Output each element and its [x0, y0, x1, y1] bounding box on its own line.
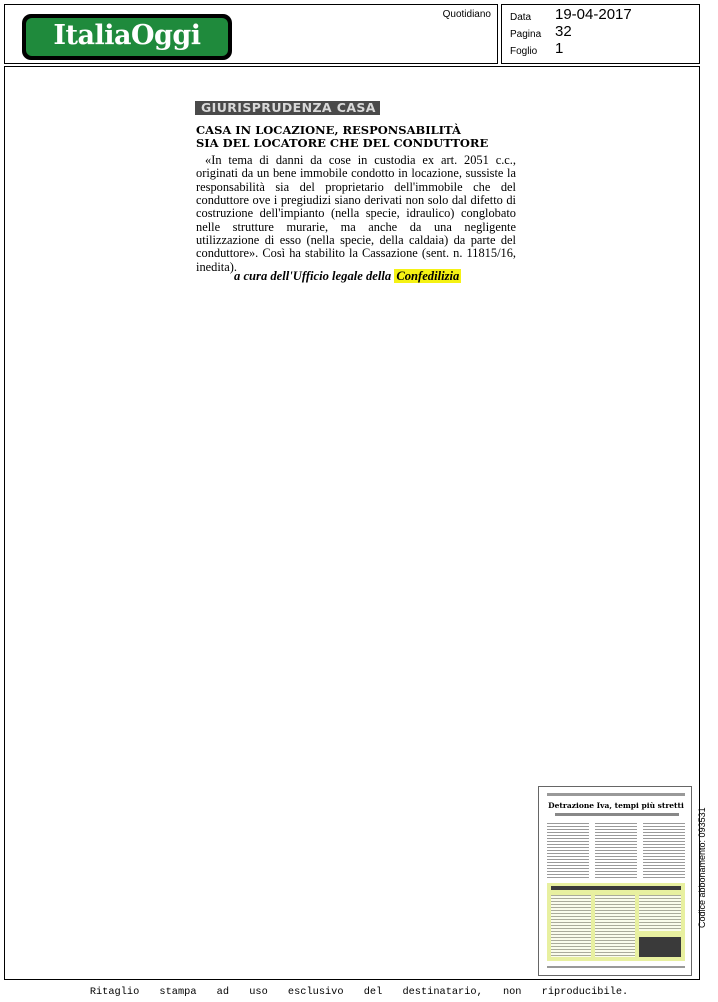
article-headline: [196, 124, 516, 150]
thumbnail-column: [547, 823, 589, 879]
article-body-paragraph: «In tema di danni da cose in custodia ex art. 2051 c.c., originati da un bene immobile condotto in locazione, sussiste la responsabilità sia del proprietario dell'immobile che del conduttore ove i pregiudizi siano derivati non solo dal difetto di costruzione dell'impianto (nella specie, idraulico) conglobato nelle strutture murarie, ma anche da una negligente utilizzazione di esso (nella specie, della caldaia) da parte del conduttore». Così ha stabilito la Cassazione (sent. n. 11815/16, inedita).: [196, 153, 516, 274]
meta-label-pagina: Pagina: [510, 29, 542, 40]
thumbnail-footer-rule: [547, 966, 685, 968]
header-left-box: [4, 4, 498, 64]
section-tag-label: GIURISPRUDENZA CASA: [201, 100, 376, 115]
meta-label-foglio: Foglio: [510, 46, 538, 57]
meta-value-pagina: 32: [555, 23, 572, 40]
meta-value-data: 19-04-2017: [555, 6, 632, 23]
header-meta-box: [501, 4, 700, 64]
meta-value-foglio: 1: [555, 40, 564, 57]
thumbnail-column: [595, 823, 637, 879]
italiaoggi-logo: [22, 14, 232, 60]
logo-text: ItaliaOggi: [53, 20, 201, 51]
thumbnail-subheadline: [555, 813, 679, 816]
thumbnail-top-rule: [547, 793, 685, 796]
article-signature: [234, 269, 461, 284]
thumbnail-dark-band: [551, 886, 681, 890]
section-tag: [195, 101, 380, 115]
footer-disclaimer: Ritaglio stampa ad uso esclusivo del destinatario, non riproducibile.: [89, 986, 629, 998]
signature-highlight: Confedilizia: [396, 269, 460, 283]
publication-type: Quotidiano: [442, 9, 491, 20]
thumbnail-column: [551, 895, 591, 957]
subscription-code: Codice abbonamento: 093531: [697, 807, 707, 928]
headline-line-2: SIA DEL LOCATORE CHE DEL CONDUTTORE: [196, 136, 489, 150]
signature-prefix: a cura dell'Ufficio legale della: [234, 269, 395, 283]
headline-line-1: CASA IN LOCAZIONE, RESPONSABILITÀ: [196, 123, 461, 137]
meta-label-data: Data: [510, 12, 532, 23]
page-thumbnail: [538, 786, 692, 976]
thumbnail-headline: Detrazione Iva, tempi più stretti: [548, 801, 684, 810]
thumbnail-column: [643, 823, 685, 879]
thumbnail-column: [595, 895, 635, 957]
article-body: [196, 154, 516, 274]
thumbnail-column: [639, 895, 681, 931]
thumbnail-dark-box: [639, 937, 681, 957]
